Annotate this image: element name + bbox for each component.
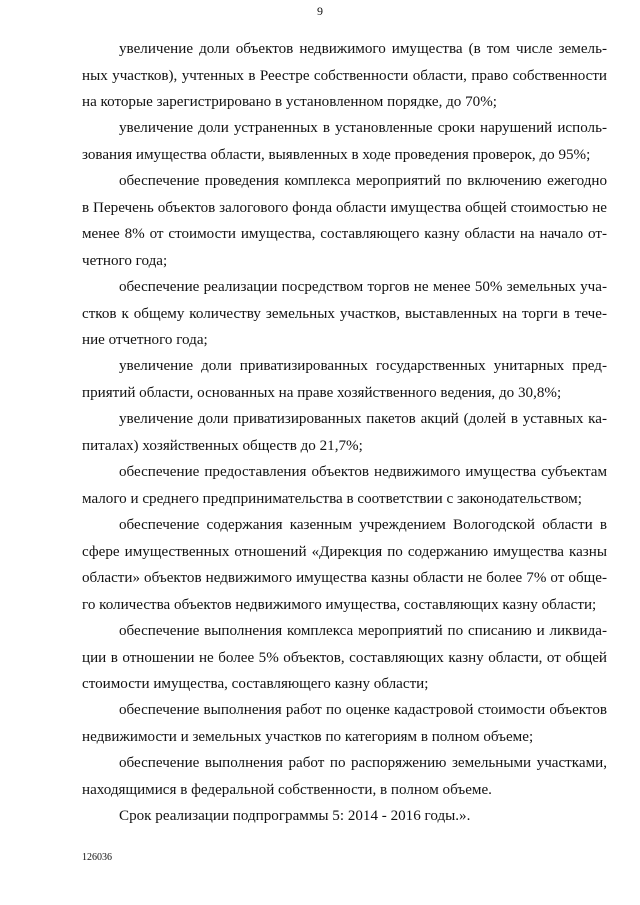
paragraph-line: обеспечение предоставления объектов недвижимого имущества субъектам xyxy=(119,464,607,480)
paragraph-line: менее 8% от стоимости имущества, составляющего казну области на начало от- xyxy=(82,226,607,242)
paragraph-line: увеличение доли приватизированных государственных унитарных пред- xyxy=(119,358,607,374)
paragraph-line: обеспечение проведения комплекса мероприятий по включению ежегодно xyxy=(119,173,607,189)
paragraph xyxy=(82,512,607,618)
paragraph-line: стоимости имущества, составляющего казну области; xyxy=(82,676,429,692)
paragraph-line: ции в отношении не более 5% объектов, составляющих казну области, от общей xyxy=(82,649,607,666)
paragraph-line: го количества объектов недвижимого имущества, составляющих казну области; xyxy=(82,596,597,613)
paragraph-line: питалах) хозяйственных обществ до 21,7%; xyxy=(82,437,363,454)
paragraph xyxy=(82,274,607,354)
document-code: 126036 xyxy=(82,852,112,863)
paragraph-line: стков к общему количеству земельных участков, выставленных на торги в тече- xyxy=(82,305,607,322)
paragraph-line: зования имущества области, выявленных в ходе проведения проверок, до 95%; xyxy=(82,146,591,163)
paragraph xyxy=(82,36,607,116)
paragraph-line: области» объектов недвижимого имущества казны области не более 7% от обще- xyxy=(82,570,607,586)
paragraph-line: четного года; xyxy=(82,252,168,269)
paragraph-line: увеличение доли объектов недвижимого имущества (в том числе земель- xyxy=(119,41,607,57)
paragraph xyxy=(82,168,607,274)
paragraph-line: приятий области, основанных на праве хозяйственного ведения, до 30,8%; xyxy=(82,384,562,401)
paragraph xyxy=(82,406,607,459)
paragraph-line: обеспечение содержания казенным учреждением Вологодской области в xyxy=(119,517,607,533)
paragraph-line: недвижимости и земельных участков по категориям в полном объеме; xyxy=(82,728,534,745)
paragraph-line: увеличение доли устраненных в установленные сроки нарушений исполь- xyxy=(119,120,607,136)
paragraph xyxy=(82,459,607,512)
paragraph xyxy=(82,618,607,698)
paragraph-line: обеспечение выполнения работ по оценке кадастровой стоимости объектов xyxy=(119,702,607,718)
paragraph xyxy=(82,803,607,830)
paragraph xyxy=(82,115,607,168)
paragraph-line: увеличение доли приватизированных пакетов акций (долей в уставных ка- xyxy=(119,411,607,427)
paragraph-line: обеспечение реализации посредством торгов не менее 50% земельных уча- xyxy=(119,279,607,295)
paragraph-line: находящимися в федеральной собственности, в полном объеме. xyxy=(82,781,492,798)
page-number: 9 xyxy=(317,4,323,18)
paragraph-line: Срок реализации подпрограммы 5: 2014 - 2016 годы.». xyxy=(119,808,471,824)
paragraph-line: на которые зарегистрировано в установленном порядке, до 70%; xyxy=(82,94,497,110)
paragraph-line: обеспечение выполнения работ по распоряжению земельными участками, xyxy=(119,755,607,771)
paragraph xyxy=(82,697,607,750)
paragraph xyxy=(82,353,607,406)
paragraph-line: в Перечень объектов залогового фонда области имущества общей стоимостью не xyxy=(82,199,607,216)
paragraph-line: сфере имущественных отношений «Дирекция по содержанию имущества казны xyxy=(82,543,607,560)
paragraph-line: ных участков), учтенных в Реестре собственности области, право собственности xyxy=(82,67,607,84)
paragraph-line: ние отчетного года; xyxy=(82,332,208,348)
paragraph-line: обеспечение выполнения комплекса мероприятий по списанию и ликвида- xyxy=(119,623,607,639)
paragraph-line: малого и среднего предпринимательства в соответствии с законодательством; xyxy=(82,490,582,507)
paragraph xyxy=(82,750,607,803)
